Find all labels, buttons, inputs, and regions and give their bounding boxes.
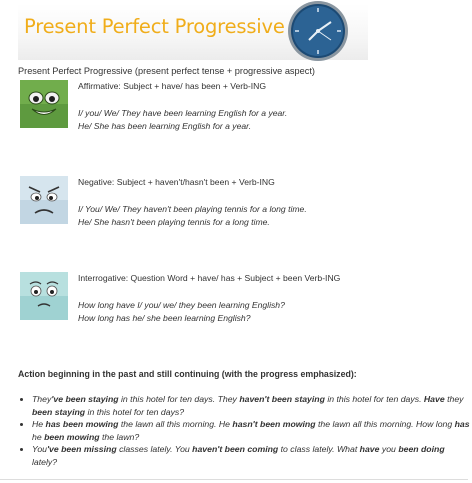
emphasized-verb: haven't been coming <box>192 444 279 454</box>
affirmative-example-1: I/ you/ We/ They have been learning English for a year. <box>78 108 288 118</box>
usage-example-list <box>12 393 472 468</box>
example-text: They <box>32 394 52 404</box>
negative-example-2: He/ She hasn't been playing tennis for a long time. <box>78 217 270 227</box>
emphasized-verb: 've been staying <box>51 394 119 404</box>
divider <box>0 479 468 480</box>
example-text: they <box>444 394 464 404</box>
emphasized-verb: been doing <box>398 444 445 454</box>
angry-face-icon <box>20 176 68 224</box>
usage-example-item <box>32 393 472 418</box>
smiling-face-icon <box>20 80 68 128</box>
subtitle: Present Perfect Progressive (present perfect tense + progressive aspect) <box>18 66 315 76</box>
example-text: in this hotel for ten days? <box>85 406 185 417</box>
example-text: in this hotel for ten days. <box>324 394 424 404</box>
example-text: you <box>379 444 399 454</box>
confused-face-icon <box>20 272 68 320</box>
affirmative-example-2: He/ She has been learning English for a year. <box>78 121 252 131</box>
example-text: the lawn all this morning. How long <box>315 419 455 429</box>
example-text: he <box>32 431 45 442</box>
emphasized-verb: hasn't been mowing <box>232 419 316 429</box>
example-text: the lawn all this morning. He <box>118 419 233 429</box>
emphasized-verb: been mowing <box>44 431 100 442</box>
negative-example-1: I/ You/ We/ They haven't been playing tennis for a long time. <box>78 204 307 214</box>
emphasized-verb: has <box>454 419 470 429</box>
negative-rule: Negative: Subject + haven't/hasn't been + Verb-ING <box>78 177 275 187</box>
affirmative-rule: Affirmative: Subject + have/ has been + Verb-ING <box>78 81 267 91</box>
interrogative-example-1: How long have I/ you/ we/ they been learning English? <box>78 300 285 310</box>
usage-heading: Action beginning in the past and still continuing (with the progress emphasized): <box>18 369 357 379</box>
interrogative-example-2: How long has he/ she been learning English? <box>78 313 251 323</box>
interrogative-rule: Interrogative: Question Word + have/ has + Subject + been Verb-ING <box>78 273 341 283</box>
emphasized-verb: haven't been staying <box>239 394 325 404</box>
example-text: He <box>32 419 46 429</box>
example-text: classes lately. You <box>116 444 193 454</box>
example-text: in this hotel for ten days. They <box>118 394 240 404</box>
example-text: lately? <box>32 456 58 467</box>
page-title: Present Perfect Progressive <box>24 15 285 38</box>
usage-example-item <box>32 418 472 443</box>
emphasized-verb: Have <box>423 394 445 404</box>
example-text: You <box>32 444 47 454</box>
usage-example-item <box>32 443 472 468</box>
emphasized-verb: have <box>359 444 380 454</box>
emphasized-verb: has been mowing <box>45 419 119 429</box>
emphasized-verb: been staying <box>32 406 86 417</box>
clock-icon <box>287 0 349 62</box>
example-text: the lawn? <box>99 431 140 442</box>
example-text: to class lately. What <box>278 444 360 454</box>
emphasized-verb: 've been missing <box>46 444 117 454</box>
